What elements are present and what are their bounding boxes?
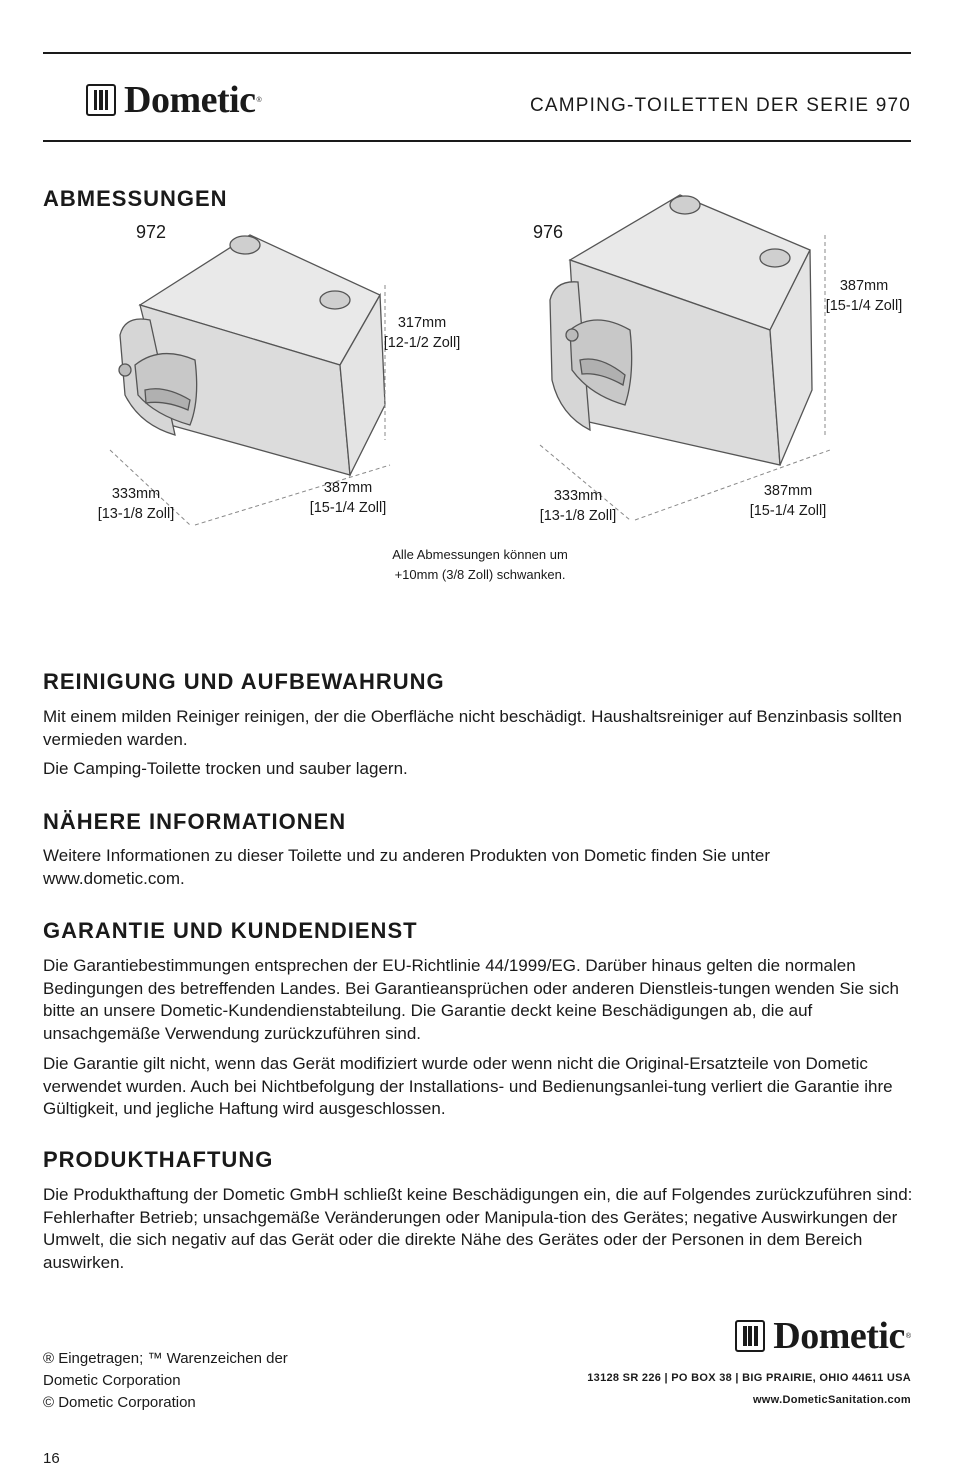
cleaning-paragraph-1: Mit einem milden Reiniger reinigen, der die Oberfläche nicht beschädigt. Haushaltsreiniger auf Benzinbasis sollten vermieden warden. bbox=[43, 707, 902, 749]
footer-logo bbox=[735, 1316, 911, 1356]
model-976-height: 387mm [15-1/4 Zoll] bbox=[825, 278, 903, 314]
model-972-label: 972 bbox=[136, 222, 167, 242]
cleaning-paragraph-2: Die Camping-Toilette trocken und sauber lagern. bbox=[43, 759, 408, 778]
footer-brand-name: Dometic bbox=[773, 1315, 905, 1357]
model-976-label: 976 bbox=[533, 222, 564, 242]
model-976-width: 333mm [13-1/8 Zoll] bbox=[539, 488, 617, 524]
header-top-rule bbox=[43, 52, 911, 54]
model-976-depth: 387mm [15-1/4 Zoll] bbox=[749, 483, 827, 519]
info-heading: NÄHERE INFORMATIONEN bbox=[43, 809, 347, 834]
dimensions-heading: ABMESSUNGEN bbox=[43, 186, 228, 211]
footer-address: 13128 SR 226 | PO BOX 38 | BIG PRAIRIE, OHIO 44611 USA bbox=[587, 1372, 911, 1384]
warranty-paragraph-2: Die Garantie gilt nicht, wenn das Gerät modifiziert wurde oder wenn nicht die Original-Ersatzteile von Dometic verwendet wurden. Auch bei Nichtbefolgung der Installations- und Bedienungsanlei-tung verliert die Garantie ihre Gültigkeit, und jegliche Haftung wird ausgeschlossen. bbox=[43, 1054, 893, 1118]
warranty-paragraph-1: Die Garantiebestimmungen entsprechen der EU-Richtlinie 44/1999/EG. Darüber hinaus gelten die normalen Bedingungen des betreffenden Landes. Bei Garantieansprüchen oder anderen Dienstleis-tungen wenden Sie sich bitte an unsere Dometic-Kundendienstabteilung. Die Garantie deckt keine Beschädigungen ab, die auf unsachgemäße Verwendung zurückzuführen sind. bbox=[43, 956, 899, 1043]
footer-trademark-notice: ® Eingetragen; ™ Warenzeichen der Dometic Corporation © Dometic Corporation bbox=[43, 1350, 288, 1411]
dimensions-tolerance-note: Alle Abmessungen können um +10mm (3/8 Zoll) schwanken. bbox=[392, 547, 568, 582]
warranty-heading: GARANTIE UND KUNDENDIENST bbox=[43, 918, 418, 943]
registered-mark: ® bbox=[905, 1332, 911, 1340]
liability-heading: PRODUKTHAFTUNG bbox=[43, 1147, 274, 1172]
dometic-logo-icon bbox=[735, 1320, 765, 1352]
toilet-976-illustration bbox=[500, 190, 900, 530]
footer-website[interactable]: www.DometicSanitation.com bbox=[752, 1394, 911, 1406]
info-paragraph: Weitere Informationen zu dieser Toilette und zu anderen Produkten von Dometic finden Sie unter www.dometic.com. bbox=[43, 846, 771, 888]
cleaning-heading: REINIGUNG UND AUFBEWAHRUNG bbox=[43, 669, 445, 694]
model-972-width: 333mm [13-1/8 Zoll] bbox=[97, 486, 175, 522]
registered-mark: ® bbox=[256, 96, 262, 104]
liability-paragraph: Die Produkthaftung der Dometic GmbH schließt keine Beschädigungen ein, die auf Folgendes zurückzuführen sind: Fehlerhafter Betrieb; unsachgemäße Veränderungen oder Manipula-tion des Gerätes; negative Auswirkungen der Umwelt, die sich negativ auf das Gerät oder die direkte Nähe des Gerätes oder der Personen in dem Bereich auswirken. bbox=[43, 1185, 913, 1272]
dometic-logo-icon bbox=[86, 84, 116, 116]
header-logo bbox=[86, 80, 262, 120]
header-bottom-rule bbox=[43, 140, 911, 142]
model-972-height: 317mm [12-1/2 Zoll] bbox=[383, 315, 461, 351]
page-number: 16 bbox=[43, 1450, 60, 1467]
header-brand-name: Dometic bbox=[124, 79, 256, 121]
model-972-depth: 387mm [15-1/4 Zoll] bbox=[309, 480, 387, 516]
header-title: CAMPING-TOILETTEN DER SERIE 970 bbox=[529, 95, 911, 116]
